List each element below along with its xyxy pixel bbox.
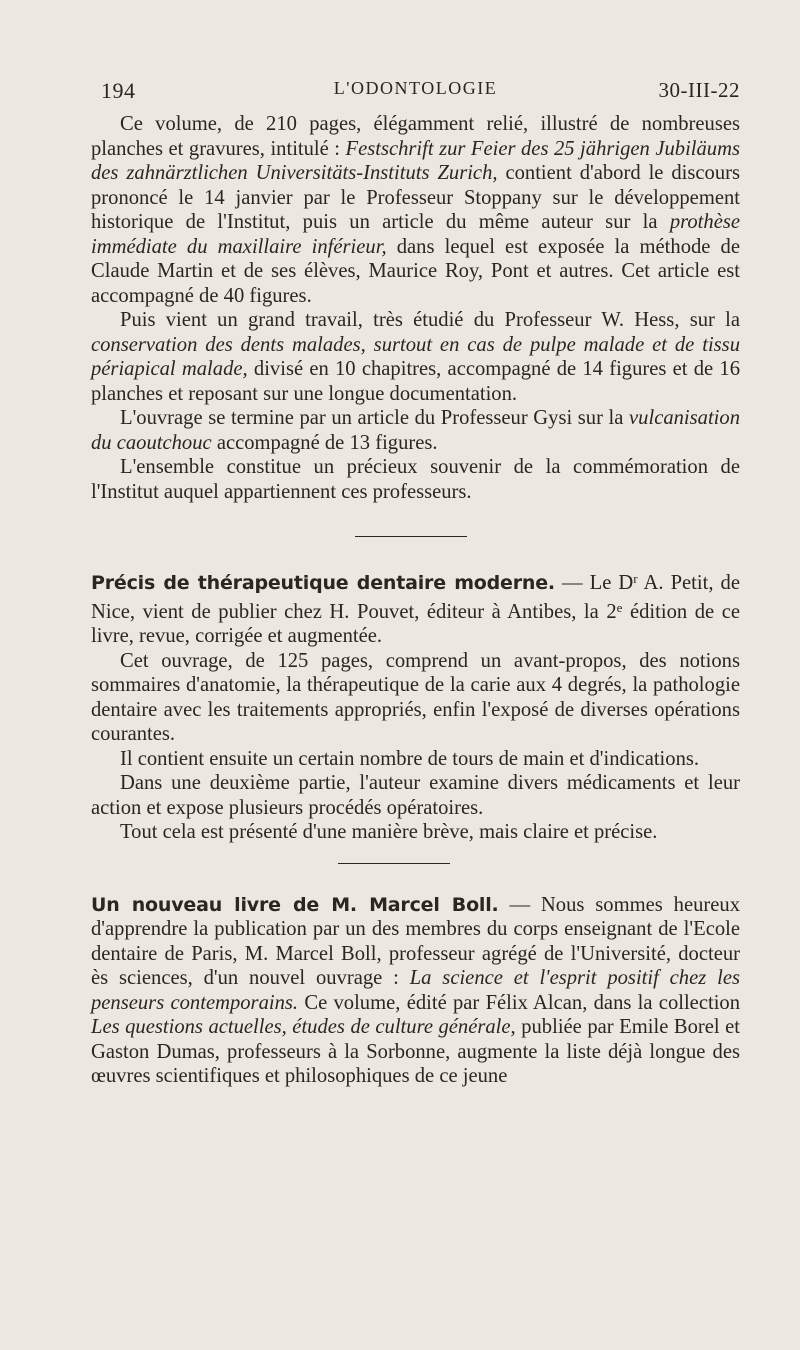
italic-title: La science et l'esprit positif chez les penseurs contemporains. — [91, 967, 740, 1014]
section-heading: Précis de thérapeutique dentaire moderne. — [91, 572, 555, 594]
section-body — [91, 567, 740, 845]
text-run: Ce volume, édité par Félix Alcan, dans la collection — [298, 991, 741, 1014]
precis-therapeutique-section — [91, 567, 740, 845]
text-run: divisé en 10 chapitres, accompagné de 14 figures et de 16 planches et reposant sur une longue documentation. — [91, 358, 740, 405]
text-run: Ce volume, de 210 pages, élégamment relié, illustré de nombreuses planches et gravures, intitulé : — [91, 113, 740, 160]
superscript: e — [616, 599, 623, 615]
text-run: A. Petit, de Nice, vient de publier chez H. Pouvet, éditeur à Antibes, la 2 — [91, 572, 740, 623]
paragraph: L'ensemble constitue un précieux souvenir de la commémoration de l'Institut auquel appartiennent ces professeurs. — [91, 456, 740, 503]
paragraph: Tout cela est présenté d'une manière brève, mais claire et précise. — [120, 821, 658, 843]
text-run: Puis vient un grand travail, très étudié du Professeur W. Hess, sur la — [120, 309, 740, 331]
journal-title: L'ODONTOLOGIE — [333, 78, 498, 98]
text-run: — Le D — [554, 572, 634, 594]
paragraph — [91, 308, 740, 406]
text-run: contient d'abord le discours prononcé le 14 janvier par le Professeur Stoppany sur le développement historique de l'Institut, puis un article du même auteur sur la — [91, 162, 741, 233]
page-header — [91, 78, 740, 112]
text-run: accompagné de 13 figures. — [211, 431, 438, 454]
italic-title: vulcanisation du caoutchouc — [91, 407, 740, 454]
superscript: r — [633, 571, 638, 586]
paragraph — [91, 893, 740, 1089]
section-divider — [355, 536, 467, 537]
paragraph — [91, 112, 740, 308]
issue-date: 30-III-22 — [658, 78, 740, 102]
italic-title: prothèse immédiate du maxillaire inférieur, — [91, 211, 740, 258]
section-heading: Un nouveau livre de M. Marcel Boll. — [91, 893, 499, 916]
text-run: dans lequel est exposée la méthode de Claude Martin et de ses élèves, Maurice Roy, Pont et autres. Cet article est accompagné de 40 figures. — [91, 235, 740, 307]
text-run: publiée par Emile Borel et Gaston Dumas, professeurs à la Sorbonne, augmente la liste déjà longue des œuvres scientifiques et philosophiques de ce jeune — [91, 1016, 740, 1087]
paragraph — [91, 567, 740, 649]
section-divider — [338, 863, 450, 864]
marcel-boll-section — [91, 893, 740, 1089]
section-body — [91, 112, 740, 504]
italic-title: Festschrift zur Feier des 25 jährigen Jubiläums des zahnärztlichen Universitäts-Instituts Zurich, — [91, 137, 740, 184]
festschrift-review-section — [91, 112, 740, 504]
paragraph — [91, 406, 740, 455]
italic-title: conservation des dents malades, surtout en cas de pulpe malade et de tissu périapical malade, — [91, 333, 740, 380]
section-body — [91, 893, 740, 1089]
text-run: — Nous sommes heureux d'apprendre la publication par un des membres du corps enseignant de l'Ecole dentaire de Paris, M. Marcel Boll, professeur agrégé de l'Université, docteur ès sciences, d'un nouvel ouvrage : — [91, 893, 741, 989]
paragraph: Il contient ensuite un certain nombre de tours de main et d'indications. — [120, 747, 700, 770]
page-number: 194 — [101, 78, 136, 103]
paragraph: Cet ouvrage, de 125 pages, comprend un avant-propos, des notions sommaires d'anatomie, la thérapeutique de la carie aux 4 degrés, la pathologie dentaire avec les traitements appropriés, enfin l'exposé de diverses opérations courantes. — [91, 649, 740, 745]
italic-title: Les questions actuelles, études de culture générale, — [91, 1016, 516, 1038]
text-run: L'ouvrage se termine par un article du Professeur Gysi sur la — [120, 407, 630, 429]
text-run: édition de ce livre, revue, corrigée et augmentée. — [91, 600, 740, 647]
paragraph: Dans une deuxième partie, l'auteur examine divers médicaments et leur action et expose plusieurs procédés opératoires. — [91, 772, 740, 819]
